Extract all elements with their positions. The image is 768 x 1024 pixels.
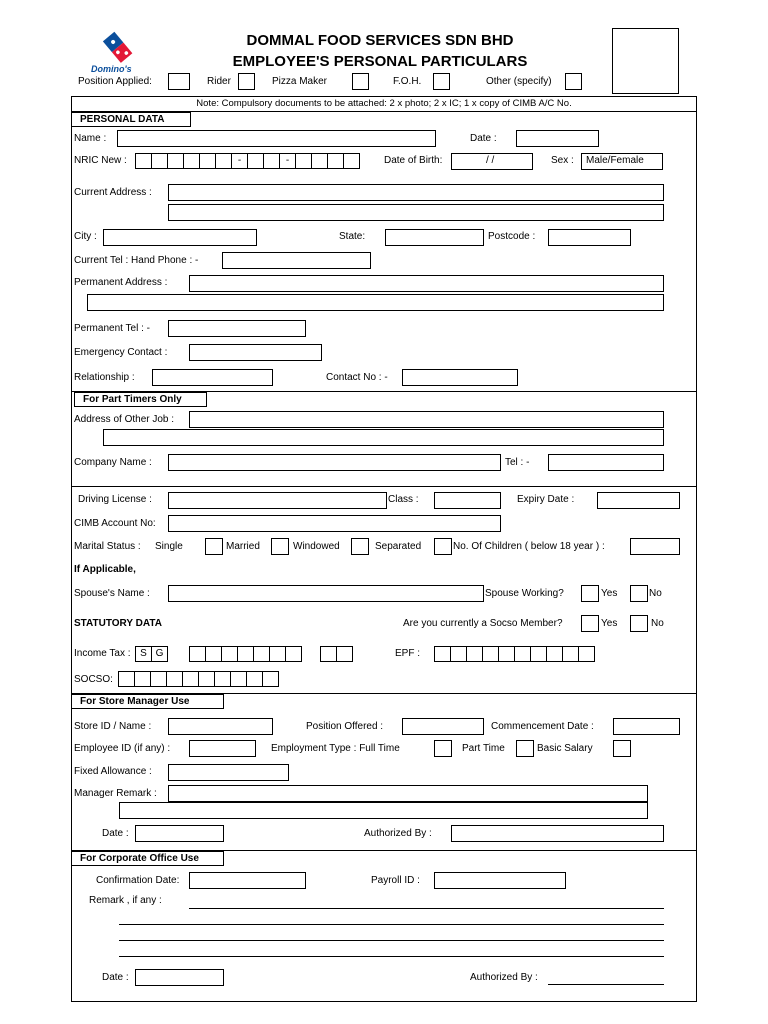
contact-no-field[interactable] — [402, 369, 518, 386]
spouse-working-yes-label: Yes — [601, 588, 618, 599]
socso-member-yes-label: Yes — [601, 618, 618, 629]
position-applied-label: Position Applied: — [78, 76, 152, 87]
position-pizza-maker-checkbox[interactable] — [352, 73, 369, 90]
children-label: No. Of Children ( below 18 year ) : — [453, 541, 605, 552]
state-label: State: — [339, 231, 366, 242]
statutory-data-heading: STATUTORY DATA — [74, 618, 162, 629]
store-id-field[interactable] — [168, 718, 273, 735]
income-tax-label: Income Tax : — [74, 648, 131, 659]
employee-id-field[interactable] — [189, 740, 256, 757]
sex-label: Sex : — [551, 155, 574, 166]
socso-member-no-label: No — [651, 618, 664, 629]
relationship-label: Relationship : — [74, 372, 135, 383]
emergency-contact-label: Emergency Contact : — [74, 347, 168, 358]
basic-salary-checkbox[interactable] — [613, 740, 631, 757]
employment-type-label: Employment Type : Full Time — [271, 743, 400, 754]
driving-license-field[interactable] — [168, 492, 387, 509]
socso-member-no-checkbox[interactable] — [630, 615, 648, 632]
city-field[interactable] — [103, 229, 257, 246]
current-address-line1[interactable] — [168, 184, 664, 201]
position-foh-label: F.O.H. — [393, 76, 422, 87]
contact-no-label: Contact No : - — [326, 372, 388, 383]
hand-phone-field[interactable] — [222, 252, 371, 269]
nric-label: NRIC New : — [74, 155, 127, 166]
basic-salary-label: Basic Salary — [537, 743, 593, 754]
position-foh-checkbox[interactable] — [433, 73, 450, 90]
company-name-field[interactable] — [168, 454, 501, 471]
state-field[interactable] — [385, 229, 484, 246]
spouse-name-label: Spouse's Name : — [74, 588, 150, 599]
current-address-line2[interactable] — [168, 204, 664, 221]
date-field[interactable] — [516, 130, 599, 147]
manager-authorized-by-field[interactable] — [451, 825, 664, 842]
cimb-account-label: CIMB Account No: — [74, 518, 156, 529]
permanent-tel-label: Permanent Tel : - — [74, 323, 150, 334]
part-time-checkbox[interactable] — [516, 740, 534, 757]
spouse-working-label: Spouse Working? — [485, 588, 564, 599]
spouse-name-field[interactable] — [168, 585, 484, 602]
commencement-date-label: Commencement Date : — [491, 721, 594, 732]
section-part-timers: For Part Timers Only — [74, 392, 207, 407]
dob-label: Date of Birth: — [384, 155, 443, 166]
fixed-allowance-field[interactable] — [168, 764, 289, 781]
socso-cells[interactable] — [118, 671, 278, 687]
postcode-field[interactable] — [548, 229, 631, 246]
company-name: DOMMAL FOOD SERVICES SDN BHD — [246, 32, 514, 49]
domino-tile-icon — [88, 30, 148, 64]
socso-label: SOCSO: — [74, 674, 113, 685]
position-other-checkbox[interactable] — [565, 73, 582, 90]
name-field[interactable] — [117, 130, 436, 147]
part-timer-tel-field[interactable] — [548, 454, 664, 471]
children-field[interactable] — [630, 538, 680, 555]
postcode-label: Postcode : — [488, 231, 536, 242]
commencement-date-field[interactable] — [613, 718, 680, 735]
marital-widowed-checkbox[interactable] — [351, 538, 369, 555]
store-id-label: Store ID / Name : — [74, 721, 152, 732]
spouse-working-no-checkbox[interactable] — [630, 585, 648, 602]
marital-widowed-label: Windowed — [293, 541, 340, 552]
marital-married-label: Married — [226, 541, 260, 552]
position-offered-field[interactable] — [402, 718, 484, 735]
remark-label: Remark , if any : — [89, 895, 162, 906]
marital-separated-checkbox[interactable] — [434, 538, 452, 555]
permanent-tel-field[interactable] — [168, 320, 306, 337]
address-other-job-line1[interactable] — [189, 411, 664, 428]
current-tel-label: Current Tel : Hand Phone : - — [74, 255, 199, 266]
payroll-id-label: Payroll ID : — [371, 875, 420, 886]
position-rider-label: Rider — [207, 76, 231, 87]
position-checkbox-blank[interactable] — [168, 73, 190, 90]
sex-field[interactable]: Male/Female — [581, 153, 663, 170]
position-offered-label: Position Offered : — [306, 721, 384, 732]
remark-line-2[interactable] — [119, 924, 664, 925]
company-name-label: Company Name : — [74, 457, 152, 468]
address-other-job-label: Address of Other Job : — [74, 414, 175, 425]
position-other-label: Other (specify) — [486, 76, 552, 87]
confirmation-date-field[interactable] — [189, 872, 306, 889]
dominos-logo — [88, 30, 148, 76]
socso-member-label: Are you currently a Socso Member? — [403, 618, 563, 629]
marital-status-label: Marital Status : — [74, 541, 141, 552]
form-title: EMPLOYEE'S PERSONAL PARTICULARS — [232, 53, 528, 70]
expiry-date-label: Expiry Date : — [517, 494, 575, 505]
address-other-job-line2[interactable] — [103, 429, 664, 446]
date-label: Date : — [470, 133, 497, 144]
part-timer-tel-label: Tel : - — [505, 457, 530, 468]
divider — [71, 486, 697, 487]
epf-cells[interactable] — [434, 646, 594, 662]
driving-license-label: Driving License : — [78, 494, 152, 505]
employee-id-label: Employee ID (if any) : — [74, 743, 171, 754]
emergency-contact-field[interactable] — [189, 344, 322, 361]
marital-married-checkbox[interactable] — [271, 538, 289, 555]
confirmation-date-label: Confirmation Date: — [96, 875, 180, 886]
cimb-account-field[interactable] — [168, 515, 501, 532]
manager-date-label: Date : — [102, 828, 129, 839]
photo-box[interactable] — [612, 28, 679, 94]
income-tax-cells[interactable] — [189, 646, 301, 662]
position-rider-checkbox[interactable] — [238, 73, 255, 90]
marital-single-label: Single — [155, 541, 183, 552]
income-tax-suffix-cells[interactable] — [320, 646, 352, 662]
permanent-address-line2[interactable] — [87, 294, 664, 311]
spouse-working-no-label: No — [649, 588, 662, 599]
marital-separated-label: Separated — [375, 541, 422, 552]
permanent-address-line1[interactable] — [189, 275, 664, 292]
section-personal-data: PERSONAL DATA — [71, 112, 191, 127]
city-label: City : — [74, 231, 97, 242]
corporate-date-label: Date : — [102, 972, 129, 983]
part-time-label: Part Time — [462, 743, 505, 754]
class-label: Class : — [388, 494, 419, 505]
name-label: Name : — [74, 133, 107, 144]
marital-single-checkbox[interactable] — [205, 538, 223, 555]
manager-authorized-by-label: Authorized By : — [364, 828, 432, 839]
socso-member-yes-checkbox[interactable] — [581, 615, 599, 632]
spouse-working-yes-checkbox[interactable] — [581, 585, 599, 602]
position-pizza-maker-label: Pizza Maker — [272, 76, 328, 87]
dob-field[interactable]: / / — [451, 153, 533, 170]
note-text: Note: Compulsory documents to be attached: 2 x photo; 2 x IC; 1 x copy of CIMB A/C No. — [196, 98, 572, 109]
manager-remark-line1[interactable] — [168, 785, 648, 802]
section-store-manager: For Store Manager Use — [71, 694, 224, 709]
corporate-authorized-by-line[interactable] — [548, 984, 664, 985]
manager-remark-line2[interactable] — [119, 802, 648, 819]
fixed-allowance-label: Fixed Allowance : — [74, 766, 152, 777]
class-field[interactable] — [434, 492, 501, 509]
permanent-address-label: Permanent Address : — [74, 277, 168, 288]
section-corporate-office: For Corporate Office Use — [71, 851, 224, 866]
remark-line-3[interactable] — [119, 940, 664, 941]
corporate-authorized-by-label: Authorized By : — [470, 972, 538, 983]
corporate-date-field[interactable] — [135, 969, 224, 986]
payroll-id-field[interactable] — [434, 872, 566, 889]
remark-line-4[interactable] — [119, 956, 664, 957]
expiry-date-field[interactable] — [597, 492, 680, 509]
logo-wordmark: Domino's — [91, 64, 132, 74]
manager-remark-label: Manager Remark : — [74, 788, 157, 799]
remark-line-1[interactable] — [189, 908, 664, 909]
if-applicable-label: If Applicable, — [74, 564, 136, 575]
income-tax-prefix-cells: S G — [135, 646, 167, 662]
epf-label: EPF : — [395, 648, 421, 659]
current-address-label: Current Address : — [74, 187, 152, 198]
full-time-checkbox[interactable] — [434, 740, 452, 757]
manager-date-field[interactable] — [135, 825, 224, 842]
nric-cells[interactable]: - - — [135, 153, 359, 169]
relationship-field[interactable] — [152, 369, 273, 386]
